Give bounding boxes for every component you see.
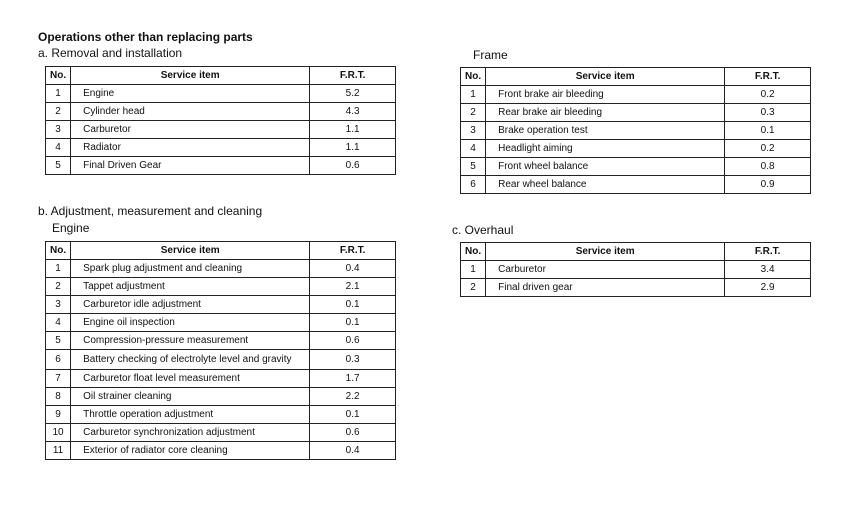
overhaul-table [460,242,811,297]
frt-value: 0.4 [310,260,396,278]
service-item: Front wheel balance [486,158,725,176]
frt-value: 2.1 [310,278,396,296]
row-number: 4 [46,139,71,157]
col-header-no: No. [461,243,486,261]
table-row [461,140,811,158]
row-number: 1 [46,85,71,103]
service-item: Exterior of radiator core cleaning [71,442,310,460]
frt-value: 0.6 [310,157,396,175]
service-item: Carburetor idle adjustment [71,296,310,314]
service-item: Engine [71,85,310,103]
frt-value: 1.1 [310,139,396,157]
frt-value: 0.4 [310,442,396,460]
table-row [46,332,396,350]
table-row [46,139,396,157]
table-row [46,157,396,175]
service-item: Rear wheel balance [486,176,725,194]
frame-table [460,67,811,194]
col-header-no: No. [46,242,71,260]
row-number: 4 [461,140,486,158]
table-header-row [461,68,811,86]
table-header-row [46,242,396,260]
frt-value: 2.2 [310,388,396,406]
removal-installation-table [45,66,396,175]
row-number: 5 [46,157,71,175]
col-header-frt: F.R.T. [310,242,396,260]
frt-value: 0.2 [725,86,811,104]
frt-value: 4.3 [310,103,396,121]
col-header-service-item: Service item [71,242,310,260]
page-title: Operations other than replacing parts [38,30,253,44]
service-item: Final Driven Gear [71,157,310,175]
service-item: Front brake air bleeding [486,86,725,104]
row-number: 10 [46,424,71,442]
col-header-service-item: Service item [486,68,725,86]
service-item: Tappet adjustment [71,278,310,296]
table-row [46,260,396,278]
col-header-frt: F.R.T. [725,68,811,86]
row-number: 3 [46,121,71,139]
frame-label: Frame [473,48,508,62]
section-a-label: a. Removal and installation [38,46,183,60]
col-header-no: No. [461,68,486,86]
frt-value: 0.1 [725,122,811,140]
col-header-no: No. [46,67,71,85]
service-item: Headlight aiming [486,140,725,158]
table-row [46,85,396,103]
row-number: 2 [461,104,486,122]
table-row [46,278,396,296]
row-number: 1 [461,261,486,279]
table-header-row [46,67,396,85]
table-row [461,122,811,140]
frt-value: 0.3 [725,104,811,122]
row-number: 3 [461,122,486,140]
service-item: Compression-pressure measurement [71,332,310,350]
frt-value: 2.9 [725,279,811,297]
service-item: Brake operation test [486,122,725,140]
service-item: Throttle operation adjustment [71,406,310,424]
table-row [46,121,396,139]
row-number: 2 [46,278,71,296]
service-item: Final driven gear [486,279,725,297]
frt-value: 1.7 [310,370,396,388]
service-item: Carburetor [71,121,310,139]
row-number: 7 [46,370,71,388]
table-row [461,176,811,194]
frt-value: 1.1 [310,121,396,139]
frt-value: 0.2 [725,140,811,158]
table-row [46,370,396,388]
service-item: Carburetor float level measurement [71,370,310,388]
row-number: 6 [461,176,486,194]
service-item: Carburetor synchronization adjustment [71,424,310,442]
table-row [46,350,396,370]
service-item: Cylinder head [71,103,310,121]
col-header-frt: F.R.T. [725,243,811,261]
row-number: 2 [46,103,71,121]
adjustment-engine-table [45,241,396,460]
row-number: 4 [46,314,71,332]
row-number: 9 [46,406,71,424]
table-row [46,296,396,314]
table-row [46,442,396,460]
frt-value: 5.2 [310,85,396,103]
table-row [46,103,396,121]
service-item: Engine oil inspection [71,314,310,332]
table-row [461,279,811,297]
row-number: 2 [461,279,486,297]
row-number: 8 [46,388,71,406]
frt-value: 0.1 [310,314,396,332]
service-item: Spark plug adjustment and cleaning [71,260,310,278]
service-item: Carburetor [486,261,725,279]
table-row [461,158,811,176]
section-b-label: b. Adjustment, measurement and cleaning [38,204,263,218]
frt-value: 0.9 [725,176,811,194]
section-c-label: c. Overhaul [452,223,514,237]
table-row [461,104,811,122]
table-row [46,424,396,442]
service-item: Radiator [71,139,310,157]
service-item: Battery checking of electrolyte level and gravity [71,350,310,370]
col-header-frt: F.R.T. [310,67,396,85]
row-number: 1 [461,86,486,104]
frt-value: 0.1 [310,296,396,314]
col-header-service-item: Service item [486,243,725,261]
col-header-service-item: Service item [71,67,310,85]
frt-value: 0.1 [310,406,396,424]
frt-value: 0.6 [310,424,396,442]
row-number: 6 [46,350,71,370]
row-number: 11 [46,442,71,460]
frt-value: 0.3 [310,350,396,370]
row-number: 5 [461,158,486,176]
table-row [461,261,811,279]
table-row [461,86,811,104]
service-item: Rear brake air bleeding [486,104,725,122]
row-number: 1 [46,260,71,278]
row-number: 5 [46,332,71,350]
section-b-sublabel: Engine [52,221,90,235]
frt-value: 0.6 [310,332,396,350]
frt-value: 3.4 [725,261,811,279]
table-row [46,388,396,406]
row-number: 3 [46,296,71,314]
frt-value: 0.8 [725,158,811,176]
table-header-row [461,243,811,261]
table-row [46,314,396,332]
service-item: Oil strainer cleaning [71,388,310,406]
table-row [46,406,396,424]
